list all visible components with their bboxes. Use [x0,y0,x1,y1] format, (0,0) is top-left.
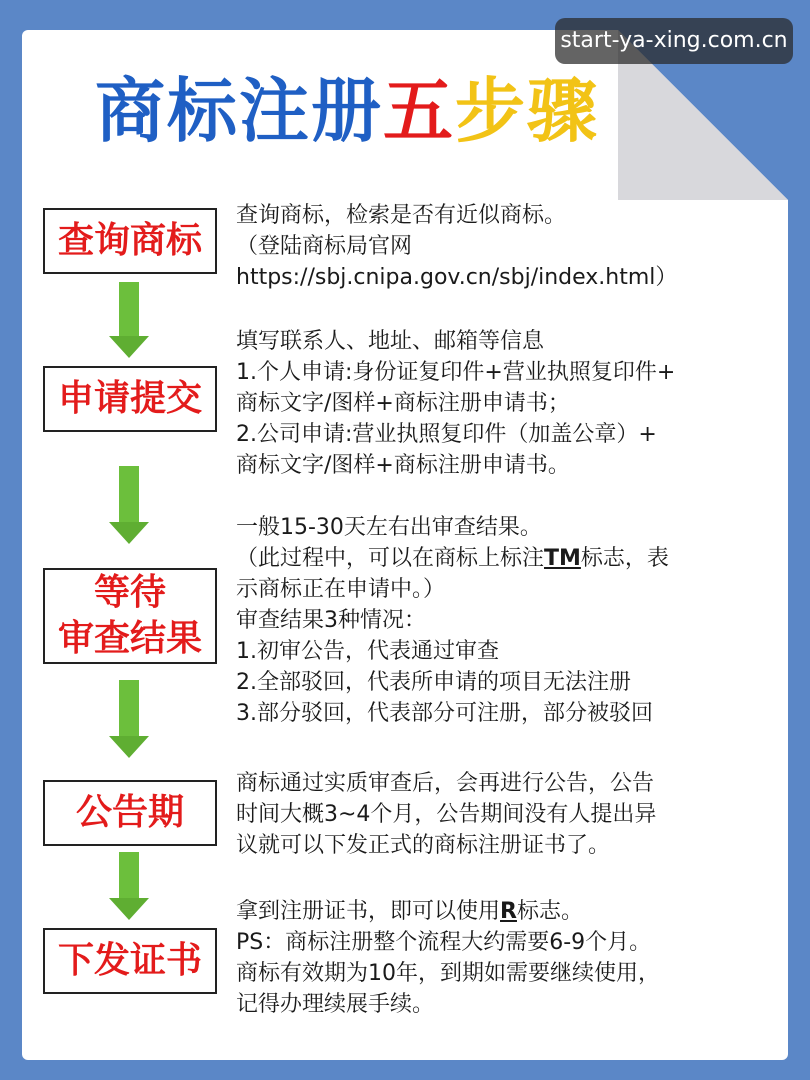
step-2-line-1: 填写联系人、地址、邮箱等信息 [236,329,545,354]
step-3-line-3: 示商标正在申请中。） [236,577,446,602]
step-5-label: 下发证书 [57,940,202,981]
step-2-label: 申请提交 [57,378,202,419]
step-5-line-3: 商标有效期为10年，到期如需要继续使用， [236,961,660,986]
step-2-box [43,366,217,432]
step-2-line-2: 1.个人申请:身份证复印件+营业执照复印件+ [236,360,676,385]
step-4-box [43,780,217,846]
arrow-1-icon [109,282,149,360]
step-4-line-2: 时间大概3~4个月，公告期间没有人提出异 [236,802,657,827]
step-3-line-7: 3.部分驳回，代表部分可注册，部分被驳回 [236,701,653,726]
step-1-line-1: 查询商标，检索是否有近似商标。 [236,203,567,228]
step-3-label-line-1: 等待 [93,572,166,613]
step-5-line-1 [236,896,776,927]
title-part-red: 五 [383,70,455,152]
step-4-line-3: 议就可以下发正式的商标注册证书了。 [236,833,611,858]
tm-mark: TM [544,546,581,571]
step-5-description [236,896,776,1020]
step-5-line-2: PS：商标注册整个流程大约需要6-9个月。 [236,930,652,955]
step-3-line-2-text: （此过程中，可以在商标上标注 [236,546,545,571]
step-1-box [43,208,217,274]
title-part-yellow: 步骤 [455,70,599,152]
step-2-line-4: 2.公司申请:营业执照复印件（加盖公章）+ [236,422,657,447]
step-3-line-6: 2.全部驳回，代表所申请的项目无法注册 [236,670,631,695]
step-2-line-3: 商标文字/图样+商标注册申请书； [236,391,570,416]
step-3-line-2 [236,543,776,574]
registered-mark: R [500,899,517,924]
step-1-line-2: （登陆商标局官网 [236,234,413,259]
arrow-2-icon [109,466,149,546]
step-1-description [236,200,776,293]
step-1-label: 查询商标 [57,220,202,261]
step-2-line-5: 商标文字/图样+商标注册申请书。 [236,453,570,478]
watermark: start-ya-xing.com.cn [555,18,793,64]
step-3-line-4: 审查结果3种情况： [236,608,426,633]
page-title [95,66,695,156]
step-3-label-line-2: 审查结果 [57,618,202,659]
step-3-box [43,568,217,664]
step-2-description [236,326,776,481]
step-5-line-1-text: 拿到注册证书，即可以使用 [236,899,501,924]
step-3-line-1: 一般15-30天左右出审查结果。 [236,515,542,540]
step-3-line-2-end: 标志，表 [580,546,669,571]
arrow-4-icon [109,852,149,922]
step-5-line-4: 记得办理续展手续。 [236,992,435,1017]
step-1-line-3: https://sbj.cnipa.gov.cn/sbj/index.html） [236,265,678,290]
step-4-label: 公告期 [75,792,184,833]
step-4-line-1: 商标通过实质审查后，会再进行公告，公告 [236,771,655,796]
title-part-blue: 商标注册 [95,70,383,152]
step-5-box [43,928,217,994]
step-4-description [236,768,776,861]
step-3-description [236,512,776,729]
arrow-3-icon [109,680,149,760]
step-3-line-5: 1.初审公告，代表通过审查 [236,639,499,664]
step-5-line-1-end: 标志。 [516,899,583,924]
